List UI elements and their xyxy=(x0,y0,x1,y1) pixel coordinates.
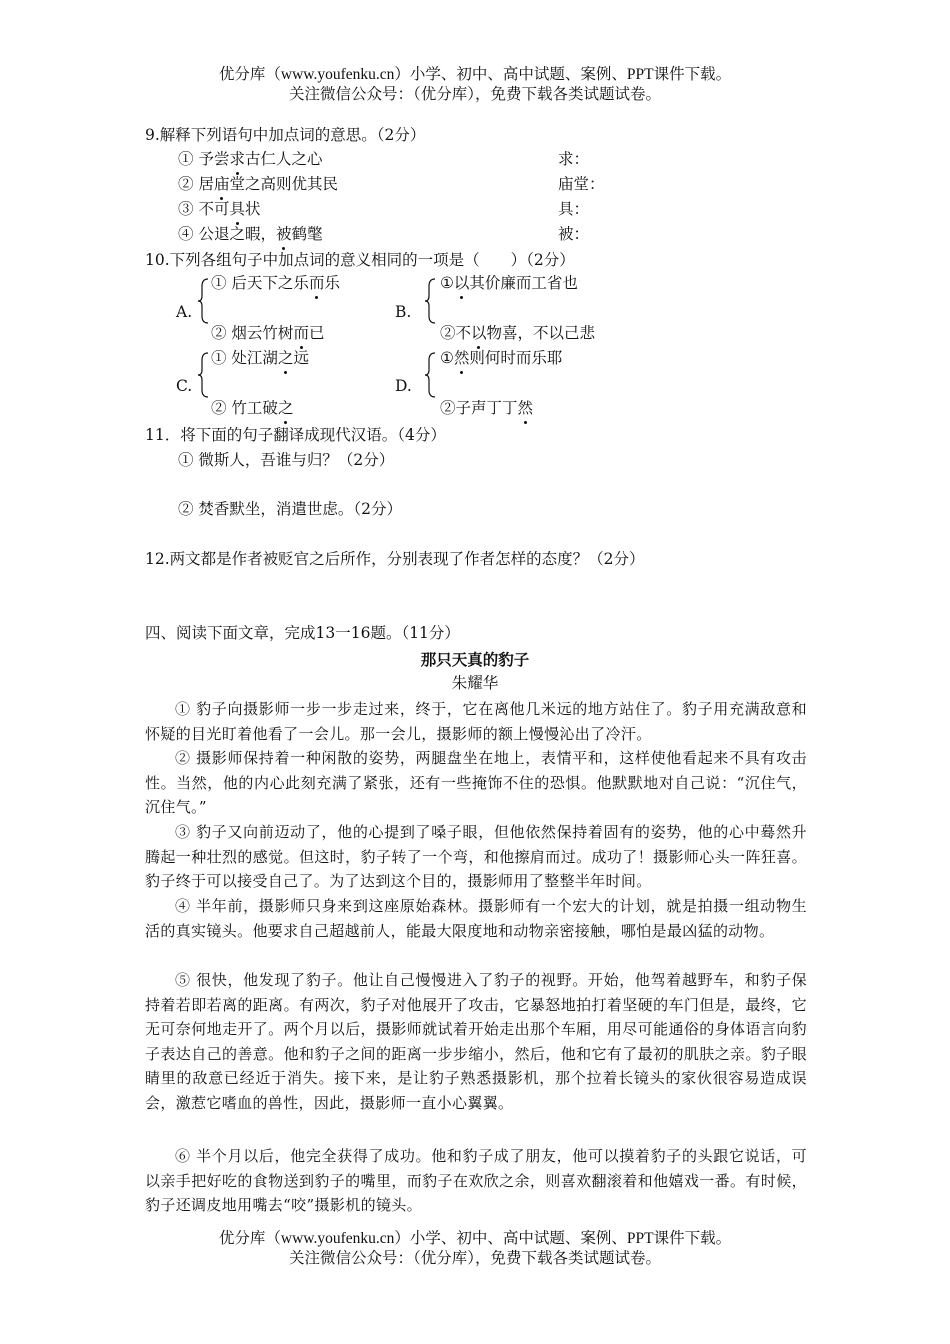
section4-title: 四、阅读下面文章，完成13一16题。（11分） xyxy=(145,624,460,642)
q9-title: 9.解释下列语句中加点词的意思。（2分） xyxy=(145,126,426,144)
q9-answer-1: 求： xyxy=(558,150,590,168)
q10-option-a-label: A. xyxy=(176,303,193,321)
q10-option-b-label: B. xyxy=(395,303,412,321)
q9-item-3: ③ 不可具状 xyxy=(178,200,261,218)
emphasis-dot-char: 以 xyxy=(471,324,487,342)
article-title: 那只天真的豹子 xyxy=(420,651,530,669)
article-paragraph-5: ⑤ 很快，他发现了豹子。他让自己慢慢进入了豹子的视野。开始，他驾着越野车，和豹子保持着若即若离的距离。有两次，豹子对他展开了攻击，它暴怒地拍打着坚硬的车门但是，最终，它无可奈何地走开了。两个月以后，摄影师就试着开始走出那个车厢，用尽可能通俗的身体语言向豹子表达自己的善意。他和豹子之间的距离一步步缩小，然后，他和它有了最初的肌肤之亲。豹子眼睛里的敌意已经近于消失。接下来，是让豹子熟悉摄影机，那个拉着长镜头的家伙很容易造成误会，激惹它嗜血的兽性，因此，摄影师一直小心翼翼。 xyxy=(145,971,807,1112)
footer-line-2: 关注微信公众号：（优分库），免费下载各类试题试卷。 xyxy=(288,1250,661,1267)
article-paragraph-3: ③ 豹子又向前迈动了，他的心提到了嗓子眼，但他依然保持着固有的姿势，他的心中蓦然升腾起一种壮烈的感觉。但这时，豹子转了一个弯，和他擦肩而过。成功了！摄影师心头一阵狂喜。豹子终于可以接受自己了。为了达到这个目的，摄影师用了整整半年时间。 xyxy=(145,823,807,891)
q9-item-1: ① 予尝求古仁人之心 xyxy=(178,150,323,168)
brace-icon xyxy=(197,352,209,398)
footer-line-1: 优分库（www.youfenku.cn）小学、初中、高中试题、案例、PPT课件下载。 xyxy=(218,1230,732,1247)
article-paragraph-2: ② 摄影师保持着一种闲散的姿势，两腿盘坐在地上，表情平和，这样使他看起来不具有攻击性。当然，他的内心此刻充满了紧张，还有一些掩饰不住的恐惧。他默默地对自己说：“沉住气，沉住气。” xyxy=(145,749,807,817)
emphasis-dot-char: 然 xyxy=(517,399,534,417)
q9-answer-4: 被： xyxy=(558,225,590,243)
article-paragraph-6: ⑥ 半个月以后，他完全获得了成功。他和豹子成了朋友，他可以摸着豹子的头跟它说话，可以亲手把好吃的食物送到豹子的嘴里，而豹子在欢欣之余，则喜欢翻滚着和他嬉戏一番。有时候，豹子还调皮地用嘴去“咬”摄影机的镜头。 xyxy=(145,1147,807,1215)
article-author: 朱耀华 xyxy=(451,674,499,692)
emphasis-dot-char: 被 xyxy=(275,225,292,243)
q12-title: 12.两文都是作者被贬官之后所作，分别表现了作者怎样的态度？（2分） xyxy=(145,550,645,568)
emphasis-dot-char: 庙 xyxy=(213,175,230,193)
q9-item-4: ④ 公退之暇，被鹤氅 xyxy=(178,225,323,243)
emphasis-dot-char: 然 xyxy=(453,349,470,367)
q11-title: 11．将下面的句子翻译成现代汉语。（4分） xyxy=(145,426,446,444)
q10-a-sentence-1: ① 后天下之乐而乐 xyxy=(211,274,340,292)
emphasis-dot-char: 具 xyxy=(229,200,245,218)
emphasis-dot-char: 之 xyxy=(277,399,294,417)
q10-option-d-label: D. xyxy=(395,377,412,395)
q11-sentence-2: ② 焚香默坐，消遣世虑。（2分） xyxy=(178,500,403,518)
article-paragraph-1: ① 豹子向摄影师一步一步走过来，终于，它在离他几米远的地方站住了。豹子用充满敌意和怀疑的目光盯着他看了一会儿。那一会儿，摄影师的额上慢慢沁出了冷汗。 xyxy=(145,700,807,743)
q10-option-c-label: C. xyxy=(176,377,193,395)
brace-icon xyxy=(197,278,209,324)
brace-icon xyxy=(424,352,436,398)
q10-d-sentence-2: ②子声丁丁然 xyxy=(440,399,534,417)
emphasis-dot-char: 以 xyxy=(453,274,470,292)
q10-a-sentence-2: ② 烟云竹树而已 xyxy=(211,324,325,342)
q10-b-sentence-2: ②不以物喜，不以己悲 xyxy=(440,324,596,342)
brace-icon xyxy=(424,278,436,324)
emphasis-dot-char: 而 xyxy=(293,324,309,342)
q10-c-sentence-2: ② 竹工破之 xyxy=(211,399,294,417)
article-paragraph-4: ④ 半年前，摄影师只身来到这座原始森林。摄影师有一个宏大的计划，就是拍摄一组动物生活的真实镜头。他要求自己超越前人，能最大限度地和动物亲密接触，哪怕是最凶猛的动物。 xyxy=(145,897,807,940)
emphasis-dot-char: 之 xyxy=(277,349,294,367)
q10-d-sentence-1: ①然则何时而乐耶 xyxy=(440,349,563,367)
q9-answer-3: 具： xyxy=(558,200,590,218)
q10-c-sentence-1: ① 处江湖之远 xyxy=(211,349,309,367)
q10-title: 10.下列各组句子中加点词的意义相同的一项是（ ）（2分） xyxy=(145,251,575,269)
q9-item-2: ② 居庙堂之高则优其民 xyxy=(178,175,338,193)
emphasis-dot-char: 而 xyxy=(308,274,325,292)
q9-answer-2: 庙堂： xyxy=(558,175,605,193)
header-line-2: 关注微信公众号：（优分库），免费下载各类试题试卷。 xyxy=(288,86,661,103)
emphasis-dot-char: 求 xyxy=(229,150,245,168)
q10-b-sentence-1: ①以其价廉而工省也 xyxy=(440,274,578,292)
header-line-1: 优分库（www.youfenku.cn）小学、初中、高中试题、案例、PPT课件下载。 xyxy=(218,66,732,83)
q11-sentence-1: ① 微斯人，吾谁与归？（2分） xyxy=(178,451,395,469)
